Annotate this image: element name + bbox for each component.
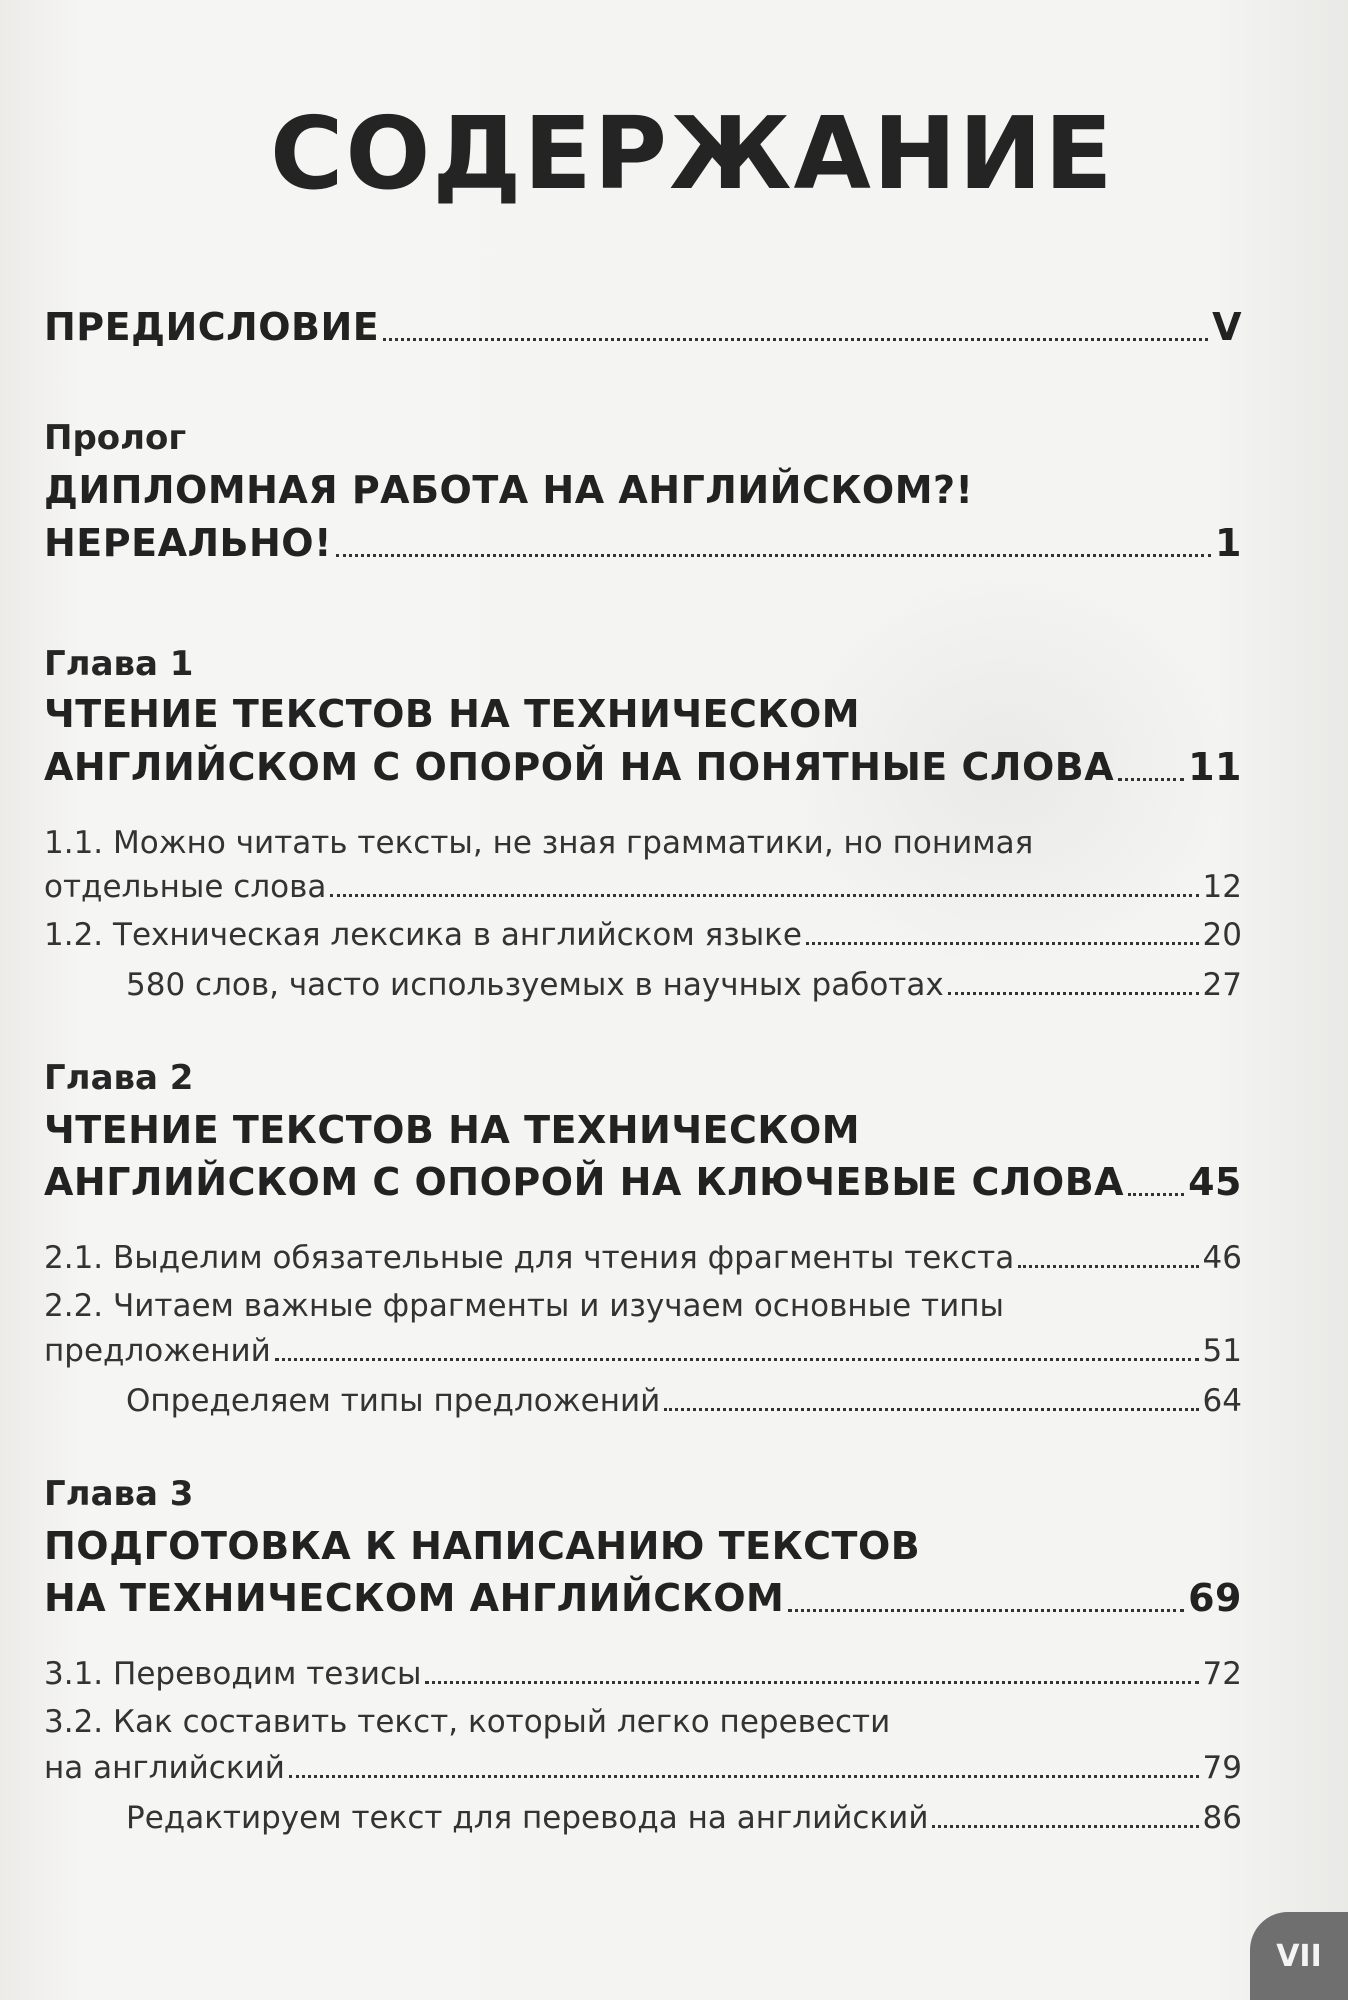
leader-dots bbox=[330, 894, 1198, 897]
entry-title: АНГЛИЙСКОМ С ОПОРОЙ НА КЛЮЧЕВЫЕ СЛОВА bbox=[44, 1160, 1125, 1204]
entry-title: 3.1. Переводим тезисы bbox=[44, 1656, 422, 1692]
page-number: 79 bbox=[1202, 1750, 1242, 1786]
prologue-label: Пролог bbox=[44, 418, 187, 458]
page-number: 1 bbox=[1215, 521, 1242, 565]
toc-entry-section-2-2[interactable] bbox=[44, 1333, 1242, 1369]
entry-title: ПРЕДИСЛОВИЕ bbox=[44, 305, 380, 349]
folio-page-number: VII bbox=[1250, 1912, 1348, 2000]
leader-dots bbox=[948, 992, 1199, 995]
toc-entry-section-3-2[interactable] bbox=[44, 1750, 1242, 1786]
toc-entry-subsection-3-2-a[interactable] bbox=[126, 1800, 1242, 1836]
section-3-2-line1: 3.2. Как составить текст, который легко перевести bbox=[44, 1704, 891, 1740]
toc-entry-chapter-1[interactable] bbox=[44, 745, 1242, 789]
page-number: 72 bbox=[1202, 1656, 1242, 1692]
leader-dots bbox=[336, 554, 1211, 557]
page-number: 69 bbox=[1188, 1576, 1242, 1620]
page-number: 64 bbox=[1202, 1383, 1242, 1419]
leader-dots bbox=[383, 338, 1208, 341]
page-number: 51 bbox=[1202, 1333, 1242, 1369]
page-number: 45 bbox=[1188, 1160, 1242, 1204]
page-number: 27 bbox=[1202, 967, 1242, 1003]
leader-dots bbox=[275, 1358, 1199, 1361]
leader-dots bbox=[1018, 1265, 1198, 1268]
toc-entry-chapter-3[interactable] bbox=[44, 1576, 1242, 1620]
chapter-3-label: Глава 3 bbox=[44, 1474, 194, 1514]
prologue-title-line1: ДИПЛОМНАЯ РАБОТА НА АНГЛИЙСКОМ?! bbox=[44, 468, 974, 512]
page-number: 12 bbox=[1202, 869, 1242, 905]
entry-title: АНГЛИЙСКОМ С ОПОРОЙ НА ПОНЯТНЫЕ СЛОВА bbox=[44, 745, 1115, 789]
chapter-2-title-line1: ЧТЕНИЕ ТЕКСТОВ НА ТЕХНИЧЕСКОМ bbox=[44, 1108, 861, 1152]
chapter-2-label: Глава 2 bbox=[44, 1058, 194, 1098]
toc-entry-section-2-1[interactable] bbox=[44, 1240, 1242, 1276]
toc-entry-section-1-2[interactable] bbox=[44, 917, 1242, 953]
page-title: СОДЕРЖАНИЕ bbox=[270, 95, 1115, 212]
leader-dots bbox=[1118, 778, 1184, 781]
leader-dots bbox=[664, 1408, 1198, 1411]
page-number: 20 bbox=[1202, 917, 1242, 953]
page-number: 86 bbox=[1202, 1800, 1242, 1836]
leader-dots bbox=[425, 1681, 1198, 1684]
entry-title: 1.2. Техническая лексика в английском языке bbox=[44, 917, 802, 953]
section-1-1-line1: 1.1. Можно читать тексты, не зная грамматики, но понимая bbox=[44, 825, 1034, 861]
leader-dots bbox=[788, 1609, 1184, 1612]
page-number: 11 bbox=[1188, 745, 1242, 789]
entry-title: на английский bbox=[44, 1750, 285, 1786]
leader-dots bbox=[1128, 1193, 1184, 1196]
chapter-1-title-line1: ЧТЕНИЕ ТЕКСТОВ НА ТЕХНИЧЕСКОМ bbox=[44, 692, 861, 736]
toc-entry-subsection-2-2-a[interactable] bbox=[126, 1383, 1242, 1419]
entry-title: 580 слов, часто используемых в научных работах bbox=[126, 967, 944, 1003]
page-number: V bbox=[1212, 305, 1242, 349]
entry-title: предложений bbox=[44, 1333, 271, 1369]
chapter-1-label: Глава 1 bbox=[44, 644, 194, 684]
leader-dots bbox=[932, 1825, 1198, 1828]
toc-entry-subsection-1-2-a[interactable] bbox=[126, 967, 1242, 1003]
leader-dots bbox=[289, 1775, 1199, 1778]
entry-title: НЕРЕАЛЬНО! bbox=[44, 521, 332, 565]
leader-dots bbox=[806, 942, 1199, 945]
entry-title: НА ТЕХНИЧЕСКОМ АНГЛИЙСКОМ bbox=[44, 1576, 785, 1620]
chapter-3-title-line1: ПОДГОТОВКА К НАПИСАНИЮ ТЕКСТОВ bbox=[44, 1524, 921, 1568]
entry-title: Редактируем текст для перевода на английский bbox=[126, 1800, 929, 1836]
toc-entry-preface[interactable] bbox=[44, 305, 1242, 349]
toc-entry-section-3-1[interactable] bbox=[44, 1656, 1242, 1692]
section-2-2-line1: 2.2. Читаем важные фрагменты и изучаем основные типы bbox=[44, 1288, 1004, 1324]
page-number: 46 bbox=[1202, 1240, 1242, 1276]
toc-entry-section-1-1[interactable] bbox=[44, 869, 1242, 905]
entry-title: отдельные слова bbox=[44, 869, 327, 905]
entry-title: Определяем типы предложений bbox=[126, 1383, 661, 1419]
toc-entry-prologue[interactable] bbox=[44, 521, 1242, 565]
toc-entry-chapter-2[interactable] bbox=[44, 1160, 1242, 1204]
entry-title: 2.1. Выделим обязательные для чтения фрагменты текста bbox=[44, 1240, 1015, 1276]
